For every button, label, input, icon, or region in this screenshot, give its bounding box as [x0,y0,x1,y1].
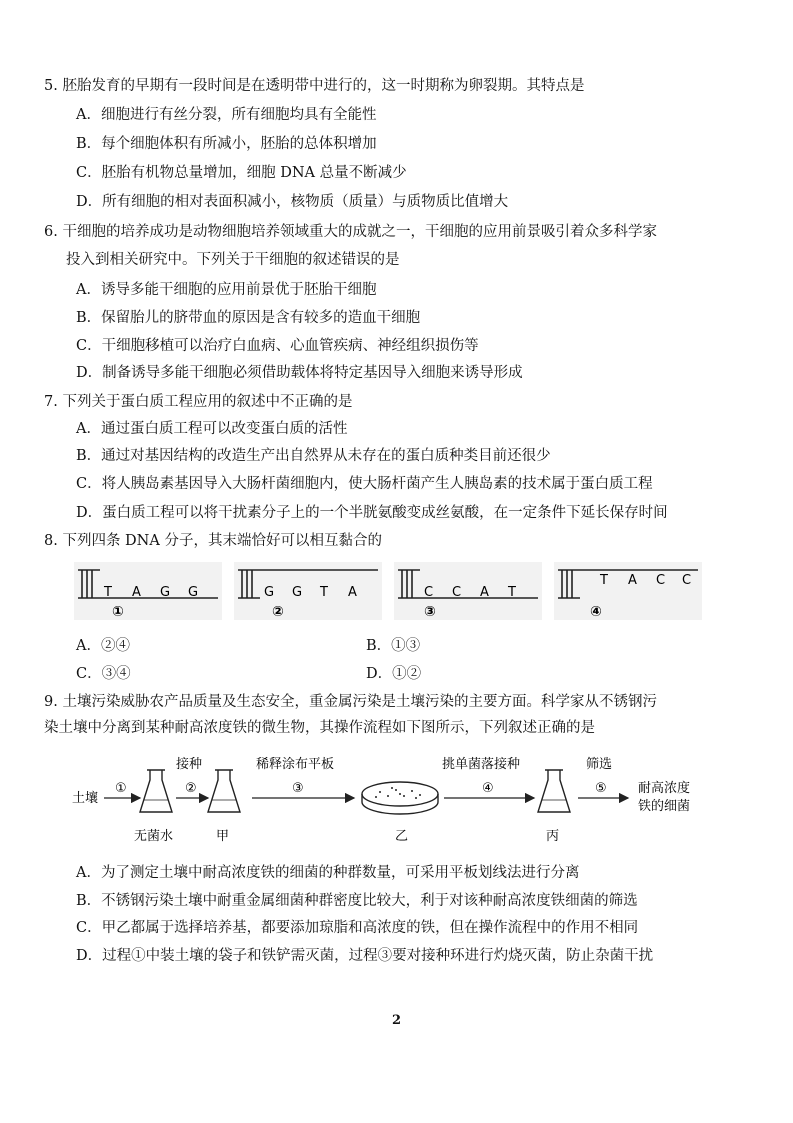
dna-2-label: ② [272,604,284,620]
flow-step-3: ③ [292,781,304,796]
dna-fragment-4 [554,562,702,620]
flow-step-5: ⑤ [595,781,607,796]
question-6-option-a: A．诱导多能干细胞的应用前景优于胚胎干细胞 [76,282,377,298]
flask-icon [140,770,172,812]
dna-1-base-2: A [132,585,141,600]
question-6-option-b: B．保留胎儿的脐带血的原因是含有较多的造血干细胞 [76,310,421,326]
question-9-option-b: B．不锈钢污染土壤中耐重金属细菌种群密度比较大，利于对该种耐高浓度铁细菌的筛选 [76,893,638,909]
question-9-stem-cont: 染土壤中分离到某种耐高浓度铁的微生物，其操作流程如下图所示，下列叙述正确的是 [44,720,595,736]
dna-1-label: ① [112,604,124,620]
question-8-option-a: A．②④ [76,638,130,654]
dna-3-base-2: C [452,585,462,600]
question-6-stem-cont: 投入到相关研究中。下列关于干细胞的叙述错误的是 [66,252,400,268]
dna-1-base-4: G [188,585,199,600]
question-9-stem: 9. 土壤污染威胁农产品质量及生态安全，重金属污染是土壤污染的主要方面。科学家从不锈钢污 [44,694,657,710]
question-9-option-c: C．甲乙都属于选择培养基，都要添加琼脂和高浓度的铁，但在操作流程中的作用不相同 [76,920,639,936]
dna-3-base-1: C [424,585,434,600]
dna-3-label: ③ [424,604,436,620]
question-6-stem: 6. 干细胞的培养成功是动物细胞培养领域重大的成就之一，干细胞的应用前景吸引着众多科学家 [44,224,657,240]
flask-icon [538,770,570,812]
flow-result-line-1: 耐高浓度 [638,781,691,796]
question-7-stem: 7. 下列关于蛋白质工程应用的叙述中不正确的是 [44,394,353,410]
flow-flask-jia: 甲 [216,829,230,844]
question-8-stem: 8. 下列四条 DNA 分子，其末端恰好可以相互黏合的 [44,533,382,549]
question-9-option-d: D．过程①中装土壤的袋子和铁铲需灭菌，过程③要对接种环进行灼烧灭菌，防止杂菌干扰 [76,948,654,964]
flow-step-4: ④ [482,781,494,796]
question-7-option-d: D．蛋白质工程可以将干扰素分子上的一个半胱氨酸变成丝氨酸，在一定条件下延长保存时间 [76,505,668,521]
dna-3-base-4: T [508,585,516,600]
flow-step-1: ① [115,781,127,796]
dna-2-base-2: G [292,585,303,600]
question-6-option-c: C．干细胞移植可以治疗白血病、心血管疾病、神经组织损伤等 [76,338,479,354]
dna-4-base-1: T [600,573,608,588]
question-7-option-a: A．通过蛋白质工程可以改变蛋白质的活性 [76,421,348,437]
question-7-option-b: B．通过对基因结构的改造生产出自然界从未存在的蛋白质种类目前还很少 [76,448,551,464]
question-9-option-a: A．为了测定土壤中耐高浓度铁的细菌的种群数量，可采用平板划线法进行分离 [76,865,580,881]
petri-dish-icon [362,782,438,814]
flow-step-3-label: 稀释涂布平板 [256,757,335,772]
flow-result-line-2: 铁的细菌 [638,799,691,814]
flask-icon [208,770,240,812]
question-5-option-a: A．细胞进行有丝分裂，所有细胞均具有全能性 [76,107,377,123]
question-7-option-c: C．将人胰岛素基因导入大肠杆菌细胞内，使大肠杆菌产生人胰岛素的技术属于蛋白质工程 [76,476,653,492]
dna-4-base-4: C [682,573,692,588]
dna-2-base-3: T [320,585,328,600]
dna-2-base-1: G [264,585,275,600]
dna-fragment-1 [74,562,222,620]
dna-4-base-2: A [628,573,637,588]
dna-fragment-2 [234,562,382,620]
flow-flask-bing: 丙 [546,829,560,844]
dna-1-base-3: G [160,585,171,600]
dna-4-label: ④ [590,604,602,620]
isolation-flow-diagram [60,752,740,856]
dna-3-base-3: A [480,585,489,600]
flow-step-4-label: 挑单菌落接种 [442,757,521,772]
page-number: 2 [391,1013,402,1028]
dna-fragment-3 [394,562,542,620]
flow-step-2-label: 接种 [176,757,203,772]
question-5-stem: 5. 胚胎发育的早期有一段时间是在透明带中进行的，这一时期称为卵裂期。其特点是 [44,78,585,94]
question-5-option-c: C．胚胎有机物总量增加，细胞 DNA 总量不断减少 [76,165,407,181]
question-8-option-b: B．①③ [366,638,421,654]
question-5-option-b: B．每个细胞体积有所减小，胚胎的总体积增加 [76,136,377,152]
question-8-option-c: C．③④ [76,666,131,682]
dna-1-base-1: T [104,585,112,600]
flow-step-2: ② [185,781,197,796]
flow-step-5-label: 筛选 [586,757,613,772]
dna-4-base-3: C [656,573,666,588]
question-6-option-d: D．制备诱导多能干细胞必须借助载体将特定基因导入细胞来诱导形成 [76,365,523,381]
flow-flask-sterile-water: 无菌水 [134,829,174,844]
question-8-option-d: D．①② [366,666,422,682]
question-5-option-d: D．所有细胞的相对表面积减小，核物质（质量）与质物质比值增大 [76,194,509,210]
flow-dish-yi: 乙 [395,829,409,844]
dna-2-base-4: A [348,585,357,600]
flow-start-soil: 土壤 [72,791,99,806]
